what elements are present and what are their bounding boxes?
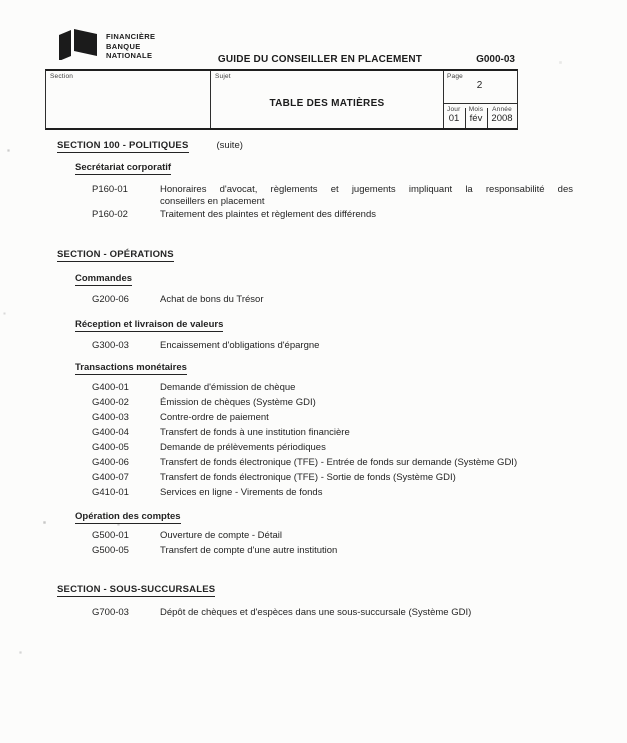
item-text: Transfert de fonds à une institution financière	[160, 426, 350, 438]
item-text: Services en ligne - Virements de fonds	[160, 486, 323, 498]
month-label: Mois	[468, 106, 484, 113]
section-field-label: Section	[50, 73, 74, 80]
toc-item	[45, 487, 580, 499]
toc-item	[45, 382, 580, 394]
item-text: Dépôt de chèques et d'espèces dans une sous-succursale (Système GDI)	[160, 606, 472, 618]
section-heading-operations	[45, 249, 580, 262]
toc-item	[45, 442, 580, 454]
group-heading-operation-comptes	[45, 511, 580, 524]
toc-item	[45, 412, 580, 424]
item-text-line: conseillers en placement	[160, 195, 265, 207]
toc-item	[45, 530, 580, 542]
item-text: Ouverture de compte - Détail	[160, 530, 282, 541]
item-code: G400-06	[92, 456, 129, 468]
item-code: G410-01	[92, 486, 129, 498]
scan-noise	[0, 0, 1, 1]
flag-icon	[57, 29, 97, 60]
item-text: Demande d'émission de chèque	[160, 381, 296, 393]
month-value: fév	[469, 113, 483, 124]
document-title: GUIDE DU CONSEILLER EN PLACEMENT	[217, 54, 423, 65]
toc-item	[45, 472, 580, 484]
item-code: G500-05	[92, 545, 129, 556]
item-text: Transfert de fonds électronique (TFE) - Sortie de fonds (Système GDI)	[160, 471, 456, 483]
toc-item	[45, 209, 580, 221]
toc-item	[45, 427, 580, 439]
item-code: G200-06	[92, 293, 129, 305]
item-text: Achat de bons du Trésor	[160, 293, 264, 305]
toc-item	[45, 545, 580, 557]
group-heading-reception	[45, 319, 580, 332]
toc-item	[45, 184, 580, 207]
section-suffix: (suite)	[216, 140, 243, 151]
item-code: G400-05	[92, 441, 129, 453]
item-code: G400-03	[92, 411, 129, 423]
group-title: Opération des comptes	[75, 511, 181, 522]
page-number: 2	[476, 80, 483, 91]
toc-item	[45, 294, 580, 306]
item-code: G500-01	[92, 530, 129, 541]
logo-line-3: NATIONALE	[106, 51, 153, 60]
item-text: Encaissement d'obligations d'épargne	[160, 340, 320, 351]
item-text: Contre-ordre de paiement	[160, 411, 269, 423]
subject-field-label: Sujet	[215, 73, 231, 80]
section-heading-politiques	[45, 140, 580, 153]
toc-item	[45, 397, 580, 409]
group-heading-commandes	[45, 273, 580, 286]
item-text-line: Honoraires d'avocat, règlements et jugements impliquant la responsabilité des	[160, 184, 573, 195]
group-title: Transactions monétaires	[75, 361, 187, 373]
toc-item	[45, 340, 580, 352]
item-code: P160-01	[92, 184, 128, 195]
group-title: Secrétariat corporatif	[75, 162, 172, 173]
year-label: Année	[492, 106, 512, 113]
group-title: Réception et livraison de valeurs	[75, 319, 224, 330]
year-value: 2008	[491, 113, 513, 124]
section-title: SECTION - OPÉRATIONS	[57, 248, 174, 260]
section-heading-sous-succursales	[45, 584, 580, 597]
day-label: Jour	[447, 106, 461, 113]
item-text: Demande de prélèvements périodiques	[160, 441, 326, 453]
group-heading-secretariat	[45, 162, 580, 175]
item-text: Traitement des plaintes et règlement des différends	[160, 209, 376, 220]
item-code: G400-02	[92, 396, 129, 408]
item-text: Émission de chèques (Système GDI)	[160, 396, 316, 408]
item-code: P160-02	[92, 209, 128, 220]
item-code: G300-03	[92, 340, 129, 351]
group-title: Commandes	[75, 272, 133, 284]
item-code: G400-01	[92, 381, 129, 393]
subject-value: TABLE DES MATIÈRES	[269, 98, 385, 109]
item-code: G400-07	[92, 471, 129, 483]
bank-logo	[57, 29, 155, 61]
item-text: Transfert de fonds électronique (TFE) - Entrée de fonds sur demande (Système GDI)	[160, 456, 518, 468]
section-title: SECTION 100 - POLITIQUES	[57, 140, 189, 151]
toc-body	[45, 138, 580, 618]
logo-wordmark	[106, 29, 155, 61]
header-form-box	[45, 69, 518, 130]
document-code: G000-03	[476, 54, 515, 65]
item-text	[160, 184, 580, 207]
toc-item	[45, 457, 580, 469]
logo-line-2: BANQUE	[106, 41, 141, 51]
group-heading-transactions	[45, 362, 580, 375]
item-text: Transfert de compte d'une autre institution	[160, 545, 338, 556]
toc-item	[45, 607, 580, 619]
section-title: SECTION - SOUS-SUCCURSALES	[57, 583, 216, 595]
item-code: G700-03	[92, 606, 129, 618]
date-row-divider	[443, 103, 517, 104]
logo-line-1: FINANCIÈRE	[106, 32, 156, 41]
page-field-label: Page	[447, 73, 463, 80]
item-code: G400-04	[92, 426, 129, 438]
day-value: 01	[448, 113, 460, 124]
